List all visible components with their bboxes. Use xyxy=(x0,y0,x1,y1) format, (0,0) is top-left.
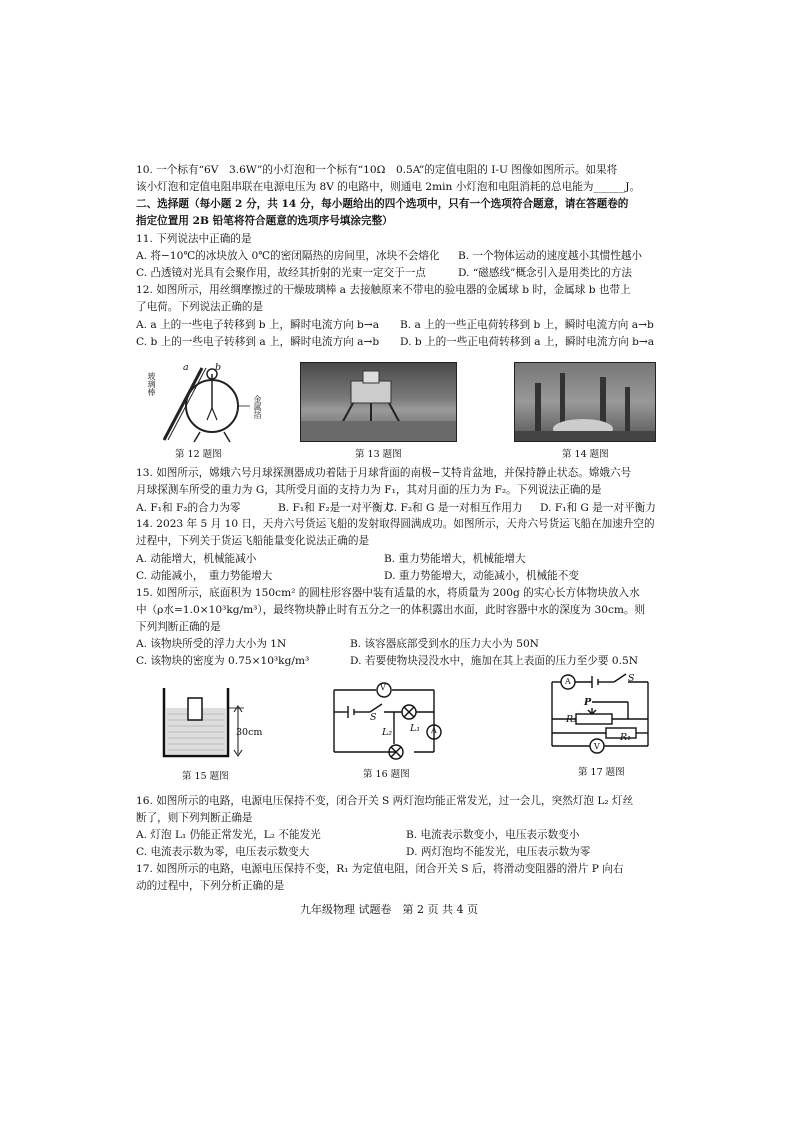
q13-option-b: B. F₁和 F₂是一对平衡力 xyxy=(278,502,394,514)
slider-p-label: P xyxy=(584,697,592,708)
q12-option-d: D. b 上的一些正电荷转移到 a 上，瞬时电流方向 b→a xyxy=(400,336,655,348)
q11-option-b: B. 一个物体运动的速度越小其惯性越小 xyxy=(458,250,643,262)
switch-label-16: S xyxy=(370,712,377,723)
q14-option-d: D. 重力势能增大，动能减小，机械能不变 xyxy=(384,570,579,582)
caption-fig12: 第 12 题图 xyxy=(175,449,222,460)
lunar-lander-photo xyxy=(300,362,457,442)
q16-option-c: C. 电流表示数为零，电压表示数变大 xyxy=(136,846,310,858)
depth-label: 30cm xyxy=(236,727,263,738)
q14-line2: 过程中，下列关于货运飞船能量变化说法正确的是 xyxy=(136,535,370,547)
lamp-l2-label: L₂ xyxy=(382,727,393,738)
caption-fig15: 第 15 题图 xyxy=(182,771,229,782)
q15-option-d: D. 若要使物块浸没水中，施加在其上表面的压力至少要 0.5N xyxy=(350,655,638,667)
q11-option-a: A. 将−10℃的冰块放入 0℃的密闭隔热的房间里，冰块不会熔化 xyxy=(136,250,440,262)
label-metal-foil: 金属箔 xyxy=(253,395,262,419)
voltmeter-label-17: V xyxy=(594,742,600,751)
rocket-launch-photo xyxy=(514,362,656,442)
q15-option-b: B. 该容器底部受到水的压力大小为 50N xyxy=(350,638,539,650)
q15-option-c: C. 该物块的密度为 0.75×10³kg/m³ xyxy=(136,655,310,667)
caption-fig16: 第 16 题图 xyxy=(363,769,410,780)
q17-line2: 动的过程中，下列分析正确的是 xyxy=(136,880,285,892)
q13-option-a: A. F₁和 F₂的合力为零 xyxy=(136,502,241,514)
q16-option-a: A. 灯泡 L₁ 仍能正常发光，L₂ 不能发光 xyxy=(136,829,321,841)
q13-option-c: C. F₂和 G 是一对相互作用力 xyxy=(386,502,523,514)
q12-line2: 了电荷。下列说法正确的是 xyxy=(136,301,264,313)
ammeter-label-16: A xyxy=(431,726,437,735)
q12-option-b: B. a 上的一些正电荷转移到 b 上，瞬时电流方向 a→b xyxy=(400,319,654,331)
page-footer: 九年级物理 试题卷 第 2 页 共 4 页 xyxy=(300,903,478,916)
resistor-r1-label: R₁ xyxy=(620,732,631,743)
q16-line2: 断了，则下列判断正确是 xyxy=(136,812,253,824)
series-circuit-figure xyxy=(330,680,442,760)
q15-line3: 下列判断正确的是 xyxy=(136,621,221,633)
q12-option-a: A. a 上的一些电子转移到 b 上，瞬时电流方向 b→a xyxy=(136,319,380,331)
q10-line2: 该小灯泡和定值电阻串联在电源电压为 8V 的电路中，则通电 2min 小灯泡和电阻消耗的总电能为______J。 xyxy=(136,181,641,193)
q12-option-c: C. b 上的一些电子转移到 a 上，瞬时电流方向 a→b xyxy=(136,336,380,348)
label-glass-rod: 玻璃棒 xyxy=(147,372,156,396)
label-a: a xyxy=(183,362,189,373)
q14-line1: 14. 2023 年 5 月 10 日，天舟六号货运飞船的发射取得圆满成功。如图所示，天舟六号货运飞船在加速升空的 xyxy=(136,518,655,530)
q14-option-c: C. 动能减小， 重力势能增大 xyxy=(136,570,273,582)
caption-fig17: 第 17 题图 xyxy=(578,767,625,778)
caption-fig13: 第 13 题图 xyxy=(355,449,402,460)
q13-line1: 13. 如图所示，嫦娥六号月球探测器成功着陆于月球背面的南极−艾特肯盆地，并保持静止状态。嫦娥六号 xyxy=(136,467,632,479)
q17-line1: 17. 如图所示的电路，电源电压保持不变，R₁ 为定值电阻，闭合开关 S 后，将滑动变阻器的滑片 P 向右 xyxy=(136,863,624,875)
q16-line1: 16. 如图所示的电路，电源电压保持不变，闭合开关 S 两灯泡均能正常发光，过一会儿，突然灯泡 L₂ 灯丝 xyxy=(136,795,634,807)
q14-option-b: B. 重力势能增大，机械能增大 xyxy=(384,553,526,565)
label-b: b xyxy=(215,362,222,373)
q11-option-c: C. 凸透镜对光具有会聚作用，故经其折射的光束一定交于一点 xyxy=(136,267,426,279)
water-container-figure xyxy=(158,684,268,764)
switch-label-17: S xyxy=(628,673,635,684)
ammeter-label-17: A xyxy=(565,677,571,686)
q16-option-d: D. 两灯泡均不能发光，电压表示数为零 xyxy=(406,846,591,858)
lamp-l1-label: L₁ xyxy=(410,723,421,734)
q10-line1: 10. 一个标有“6V 3.6W”的小灯泡和一个标有“10Ω 0.5A”的定值电阻的 I-U 图像如图所示。如果将 xyxy=(136,164,618,176)
voltmeter-label-16: V xyxy=(380,683,386,692)
q15-line1: 15. 如图所示，底面积为 150cm² 的圆柱形容器中装有适量的水，将质量为 200g 的实心长方体物块放入水 xyxy=(136,587,640,599)
q12-line1: 12. 如图所示，用丝绸摩擦过的干燥玻璃棒 a 去接触原来不带电的验电器的金属球 b 时，金属球 b 也带上 xyxy=(136,284,631,296)
resistor-r2-label: R₂ xyxy=(566,714,577,725)
q15-option-a: A. 该物块所受的浮力大小为 1N xyxy=(136,638,287,650)
q13-option-d: D. F₁和 G 是一对平衡力 xyxy=(540,502,656,514)
caption-fig14: 第 14 题图 xyxy=(562,449,609,460)
q13-line2: 月球探测车所受的重力为 G，其所受月面的支持力为 F₁，其对月面的压力为 F₂。下列说法正确的是 xyxy=(136,484,602,496)
q11-option-d: D. “磁感线”概念引入是用类比的方法 xyxy=(458,267,632,279)
section2-instruction: 指定位置用 2B 铅笔将符合题意的选项序号填涂完整） xyxy=(136,215,393,227)
q11-stem: 11. 下列说法中正确的是 xyxy=(136,233,252,245)
q16-option-b: B. 电流表示数变小，电压表示数变小 xyxy=(406,829,580,841)
q15-line2: 中（ρ水=1.0×10³kg/m³），最终物块静止时有五分之一的体积露出水面，此时容器中水的深度为 30cm。则 xyxy=(136,604,646,616)
section2-heading: 二、选择题（每小题 2 分，共 14 分，每小题给出的四个选项中，只有一个选项符合题意，请在答题卷的 xyxy=(136,198,629,210)
q14-option-a: A. 动能增大，机械能减小 xyxy=(136,553,257,565)
